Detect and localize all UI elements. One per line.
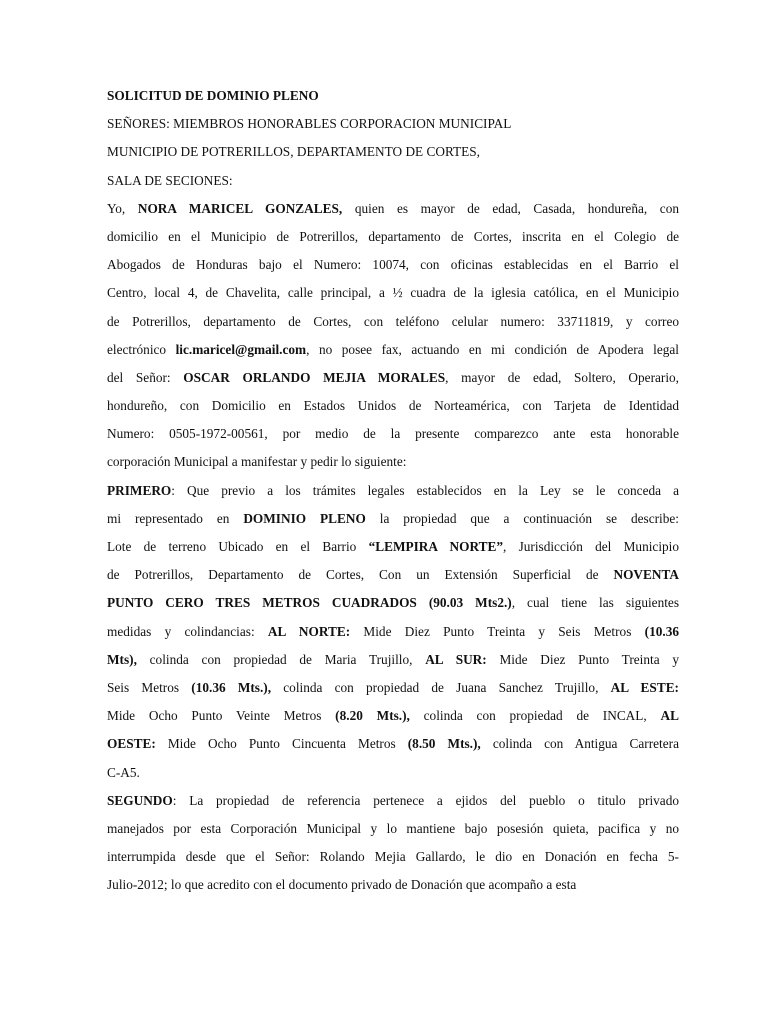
paragraph-line — [107, 505, 679, 533]
email-text: lic.maricel@gmail.com — [175, 341, 307, 357]
text: Mide Diez Punto Treinta y Seis Metros — [350, 623, 645, 639]
paragraph-line — [107, 702, 679, 730]
text: , mayor de edad, Soltero, Operario, — [445, 369, 679, 385]
bold-text: (8.20 Mts.), — [335, 708, 410, 724]
bold-text: NOVENTA — [613, 567, 679, 583]
paragraph-line — [107, 618, 679, 646]
bold-text: (10.36 Mts.), — [191, 679, 272, 695]
text: de Potrerillos, Departamento de Cortes, Con un Extensión Superficial de — [107, 567, 614, 583]
text: Lote de terreno Ubicado en el Barrio — [107, 539, 369, 554]
paragraph-line — [107, 561, 679, 589]
text: colinda con propiedad de INCAL, — [409, 708, 661, 724]
paragraph-line: domicilio en el Municipio de Potrerillos, departamento de Cortes, inscrita en el Colegio de — [107, 228, 679, 244]
text: , cual tiene las siguientes — [511, 595, 679, 611]
text: quien es mayor de edad, Casada, hondureña, con — [342, 200, 679, 216]
bold-text: (8.50 Mts.), — [407, 736, 481, 752]
paragraph-line — [107, 646, 679, 674]
bold-text: AL SUR: — [425, 651, 487, 667]
applicant-name: NORA MARICEL GONZALES, — [137, 200, 343, 216]
represented-name: OSCAR ORLANDO MEJIA MORALES — [183, 369, 446, 385]
bold-text: Mts), — [107, 651, 137, 667]
text: la propiedad que a continuación se describe: — [365, 510, 679, 526]
text: Yo, — [107, 200, 138, 216]
paragraph-line — [107, 589, 679, 617]
salutation-line: SEÑORES: MIEMBROS HONORABLES CORPORACION MUNICIPAL — [107, 116, 512, 132]
bold-text: AL ESTE: — [610, 679, 679, 695]
paragraph-line: Numero: 0505-1972-00561, por medio de la presente comparezco ante esta honorable — [107, 426, 679, 442]
text: , Jurisdicción del Municipio — [503, 539, 679, 554]
paragraph-line: Centro, local 4, de Chavelita, calle principal, a ½ cuadra de la iglesia católica, en el Municipio — [107, 285, 679, 301]
bold-text: AL NORTE: — [267, 623, 351, 639]
text: Mide Diez Punto Treinta y — [486, 651, 679, 667]
paragraph-line: Julio-2012; lo que acredito con el documento privado de Donación que acompaño a esta — [107, 877, 577, 893]
text: del Señor: — [107, 369, 184, 385]
text: Mide Ocho Punto Cincuenta Metros — [155, 736, 408, 752]
paragraph-line — [107, 787, 679, 815]
paragraph-line: corporación Municipal a manifestar y pedir lo siguiente: — [107, 454, 407, 470]
text: : La propiedad de referencia pertenece a ejidos del pueblo o titulo privado — [172, 792, 679, 808]
text: medidas y colindancias: — [107, 623, 268, 639]
bold-text: PUNTO CERO TRES METROS CUADRADOS (90.03 Mts2.) — [107, 595, 512, 611]
paragraph-line: hondureño, con Domicilio en Estados Unidos de Norteamérica, con Tarjeta de Identidad — [107, 398, 679, 414]
text: Mide Ocho Punto Veinte Metros — [107, 708, 336, 724]
clause-label: PRIMERO — [107, 482, 172, 498]
intro-paragraph — [107, 195, 679, 477]
paragraph-line — [107, 336, 679, 364]
text: colinda con propiedad de Juana Sanchez Trujillo, — [271, 679, 611, 695]
paragraph-line: C-A5. — [107, 764, 140, 780]
text: , no posee fax, actuando en mi condición de Apodera legal — [306, 341, 679, 357]
salutation-line: SALA DE SECIONES: — [107, 172, 233, 188]
paragraph-line: Abogados de Honduras bajo el Numero: 10074, con oficinas establecidas en el Barrio el — [107, 257, 679, 273]
segundo-paragraph — [107, 787, 679, 900]
text: : Que previo a los trámites legales establecidos en la Ley se le conceda a — [171, 482, 679, 498]
text: mi representado en — [107, 510, 244, 526]
paragraph-line — [107, 674, 679, 702]
paragraph-line: de Potrerillos, departamento de Cortes, con teléfono celular numero: 33711819, y correo — [107, 313, 679, 329]
bold-text: OESTE: — [107, 736, 156, 752]
text: colinda con Antigua Carretera — [480, 736, 679, 752]
paragraph-line — [107, 533, 679, 561]
paragraph-line — [107, 364, 679, 392]
bold-text: DOMINIO PLENO — [243, 510, 366, 526]
paragraph-line: interrumpida desde que el Señor: Rolando Mejia Gallardo, le dio en Donación en fecha 5- — [107, 849, 679, 865]
paragraph-line — [107, 195, 679, 223]
paragraph-line — [107, 730, 679, 758]
document-title: SOLICITUD DE DOMINIO PLENO — [107, 88, 319, 103]
bold-text: (10.36 — [644, 623, 679, 639]
text: electrónico — [107, 341, 176, 357]
text: colinda con propiedad de Maria Trujillo, — [136, 651, 426, 667]
paragraph-line: manejados por esta Corporación Municipal y lo mantiene bajo posesión quieta, pacifica y no — [107, 820, 679, 836]
bold-text: “LEMPIRA NORTE” — [368, 539, 503, 554]
clause-label: SEGUNDO — [107, 792, 173, 808]
paragraph-line — [107, 477, 679, 505]
primero-paragraph — [107, 477, 679, 787]
bold-text: AL — [660, 708, 679, 724]
salutation-line: MUNICIPIO DE POTRERILLOS, DEPARTAMENTO DE CORTES, — [107, 144, 480, 160]
text: Seis Metros — [107, 679, 192, 695]
